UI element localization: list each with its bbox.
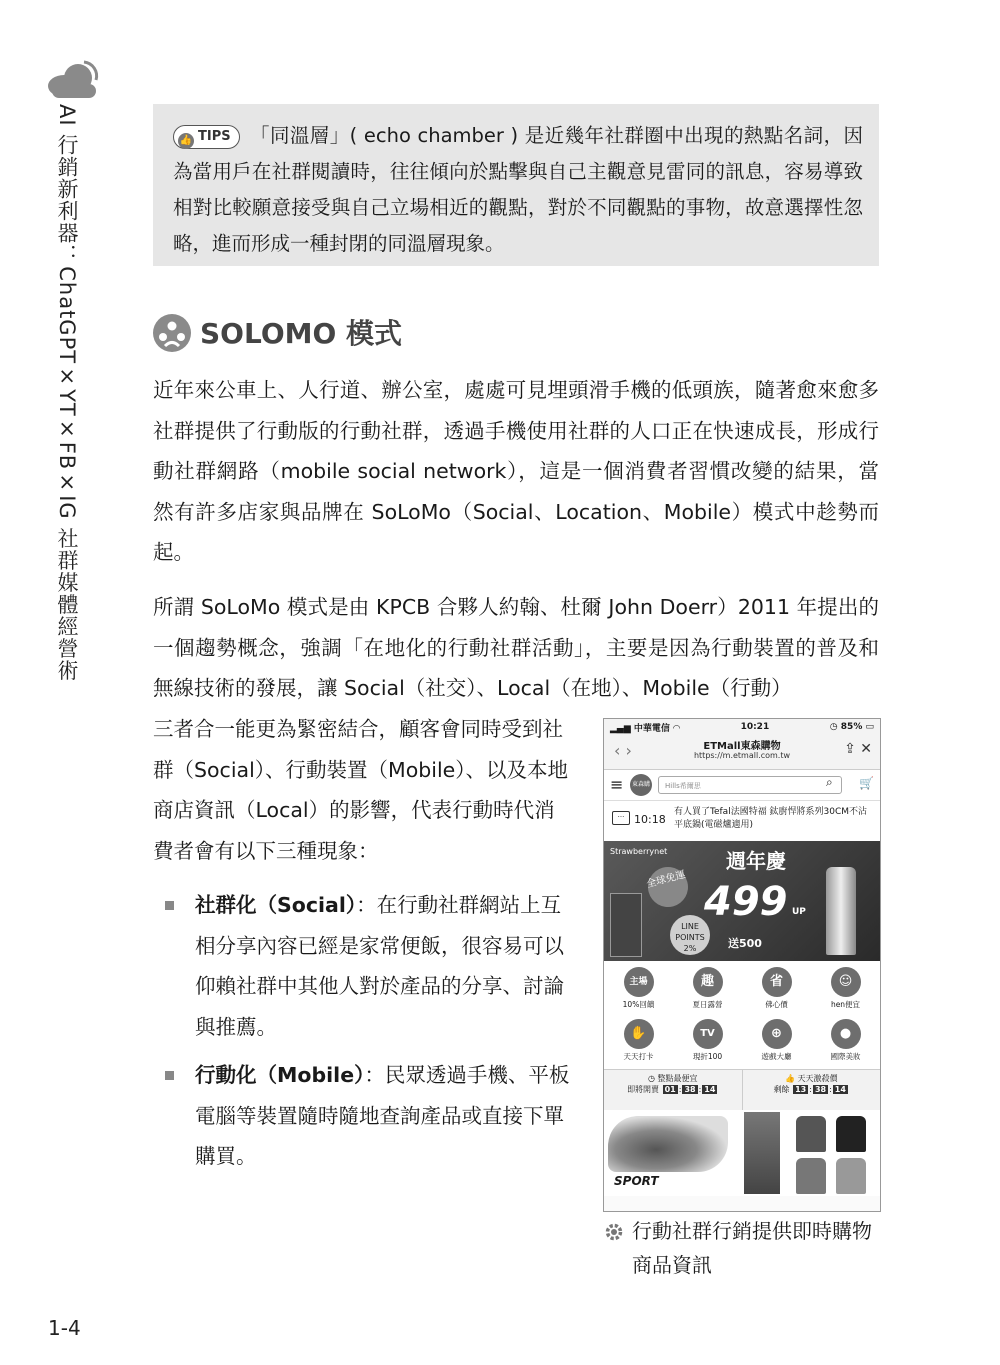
- phone-search-input[interactable]: Hills希爾思: [658, 776, 842, 794]
- figure-caption: 行動社群行銷提供即時購物商品資訊: [632, 1219, 872, 1277]
- category-item[interactable]: ☺ hen便宜: [811, 965, 880, 1017]
- tips-body: 「同溫層」( echo chamber ) 是近幾年社群圈中出現的熱點名詞，因為當用戶在社群閱讀時，往往傾向於點擊與自己主觀意見雷同的訊息，容易導致相對比較願意接受與自己立場相近的觀點，對於不同觀點的事物，故意選擇性忽略，進而形成一種封閉的同溫層現象。: [173, 124, 863, 255]
- phone-promo-banner[interactable]: Strawberrynet 全球免運 週年慶 499 UP LINE POINTS 2% 送500: [604, 841, 880, 961]
- alarm-icon: ◷: [829, 722, 838, 732]
- category-item[interactable]: 趣 夏日露營: [673, 965, 742, 1017]
- bullet-term: 社群化（Social）: [195, 893, 357, 917]
- category-item[interactable]: ⊕ 遊戲大廳: [742, 1017, 811, 1069]
- page-number: 1-4: [48, 1316, 81, 1340]
- cloud-logo-icon: [44, 56, 100, 100]
- category-item[interactable]: 省 佛心價: [742, 965, 811, 1017]
- tips-text: [173, 118, 863, 262]
- phone-screenshot: [603, 718, 881, 1212]
- bullet-square-icon: [165, 901, 174, 910]
- section-heading: SOLOMO 模式: [200, 317, 403, 350]
- menu-icon[interactable]: ≡: [610, 775, 624, 794]
- share-close-icon[interactable]: ⇪ ✕: [844, 741, 872, 757]
- site-url: https://m.etmall.com.tw: [693, 751, 791, 760]
- chat-icon: ···: [612, 811, 630, 825]
- phone-deals-bar: [604, 1069, 880, 1110]
- etmall-logo: 東森購: [630, 774, 652, 796]
- paragraph-three-factors: 三者合一能更為緊密結合，顧客會同時受到社群（Social）、行動裝置（Mobile）、以及本地商店資訊（Local）的影響，代表行動時代消費者會有以下三種現象：: [153, 717, 569, 863]
- thumbs-up-icon: 👍: [784, 1074, 795, 1083]
- tshirt-image: [796, 1158, 826, 1194]
- bullet-mobile: [165, 1055, 575, 1177]
- tips-box: [153, 104, 879, 266]
- wifi-icon: ◠: [673, 723, 680, 734]
- people-network-icon: [152, 313, 192, 353]
- search-icon[interactable]: ⌕: [826, 775, 833, 789]
- clock-icon: ◷: [647, 1074, 655, 1083]
- category-item[interactable]: TV 現折100: [673, 1017, 742, 1069]
- product-can-image: [610, 893, 642, 957]
- phone-product-images[interactable]: SPORT: [604, 1110, 880, 1196]
- phone-status-bar: ▂▄▆ 中華電信 ◠ 10:21 ◷ 85% ▭: [604, 719, 880, 735]
- gear-icon: [604, 1222, 624, 1242]
- bullet-social: [165, 885, 575, 1047]
- bullet-text: ：在行動社群網站上互相分享內容已經是家常便飯，很容易可以仰賴社群中其他人對於產品的分享、討論與推薦。: [195, 893, 564, 1039]
- thumbs-up-icon: 👍: [178, 133, 194, 149]
- tshirt-image: [836, 1158, 866, 1194]
- bullet-term: 行動化（Mobile）: [195, 1063, 365, 1087]
- bullet-square-icon: [165, 1071, 174, 1080]
- signal-icon: ▂▄▆: [610, 723, 631, 734]
- product-bottle-image: [826, 867, 856, 955]
- phone-category-icons: [604, 961, 880, 1069]
- back-forward-icon[interactable]: ‹ ›: [614, 741, 632, 760]
- cart-icon[interactable]: 🛒: [859, 776, 874, 790]
- category-item[interactable]: 主場 10%回饋: [604, 965, 673, 1017]
- deal-daily[interactable]: 👍 天天激殺價 剩餘 13 : 38 : 14: [742, 1070, 881, 1110]
- category-item[interactable]: ✋ 天天打卡: [604, 1017, 673, 1069]
- phone-browser-bar: [604, 735, 880, 770]
- deal-hourly[interactable]: ◷ 整點最便宜 即將開賣 01 : 38 : 14: [627, 1074, 716, 1094]
- paragraph-solomo: 所謂 SoLoMo 模式是由 KPCB 合夥人約翰、杜爾 John Doerr）2011 年提出的一個趨勢概念，強調「在地化的行動社群活動」，主要是因為行動裝置的普及和無線技術的發展，讓 Social（社交）、Local（在地）、Mobile（行動）: [153, 595, 879, 700]
- paragraph-intro: 近年來公車上、人行道、辦公室，處處可見埋頭滑手機的低頭族，隨著愈來愈多社群提供了行動版的行動社群，透過手機使用社群的人口正在快速成長，形成行動社群網路（mobile social network），這是一個消費者習慣改變的結果，當然有許多店家與品牌在 SoLoMo（Social、Location、Mobile）模式中趁勢而起。: [153, 378, 879, 564]
- site-title: ETMall東森購物: [703, 741, 781, 752]
- model-image: [744, 1112, 780, 1194]
- phone-news-ticker: ··· 10:18 有人買了Tefal法國特福 鈦廚悍將系列30CM不沾平底鍋(電磁爐適用): [604, 801, 880, 841]
- tshirt-image: [796, 1116, 826, 1152]
- category-item[interactable]: ● 國際美妝: [811, 1017, 880, 1069]
- bullet-text: ：民眾透過手機、平板電腦等裝置隨時隨地查詢產品或直接下單購買。: [195, 1063, 570, 1168]
- socks-image: [608, 1116, 728, 1172]
- running-title: AI 行銷新利器：ChatGPT×YT×FB×IG 社群媒體經營術: [55, 104, 79, 682]
- tips-badge: 👍 TIPS: [173, 125, 240, 149]
- tshirt-image: [836, 1116, 866, 1152]
- battery-icon: ▭: [865, 722, 874, 732]
- phone-search-bar: [604, 770, 880, 801]
